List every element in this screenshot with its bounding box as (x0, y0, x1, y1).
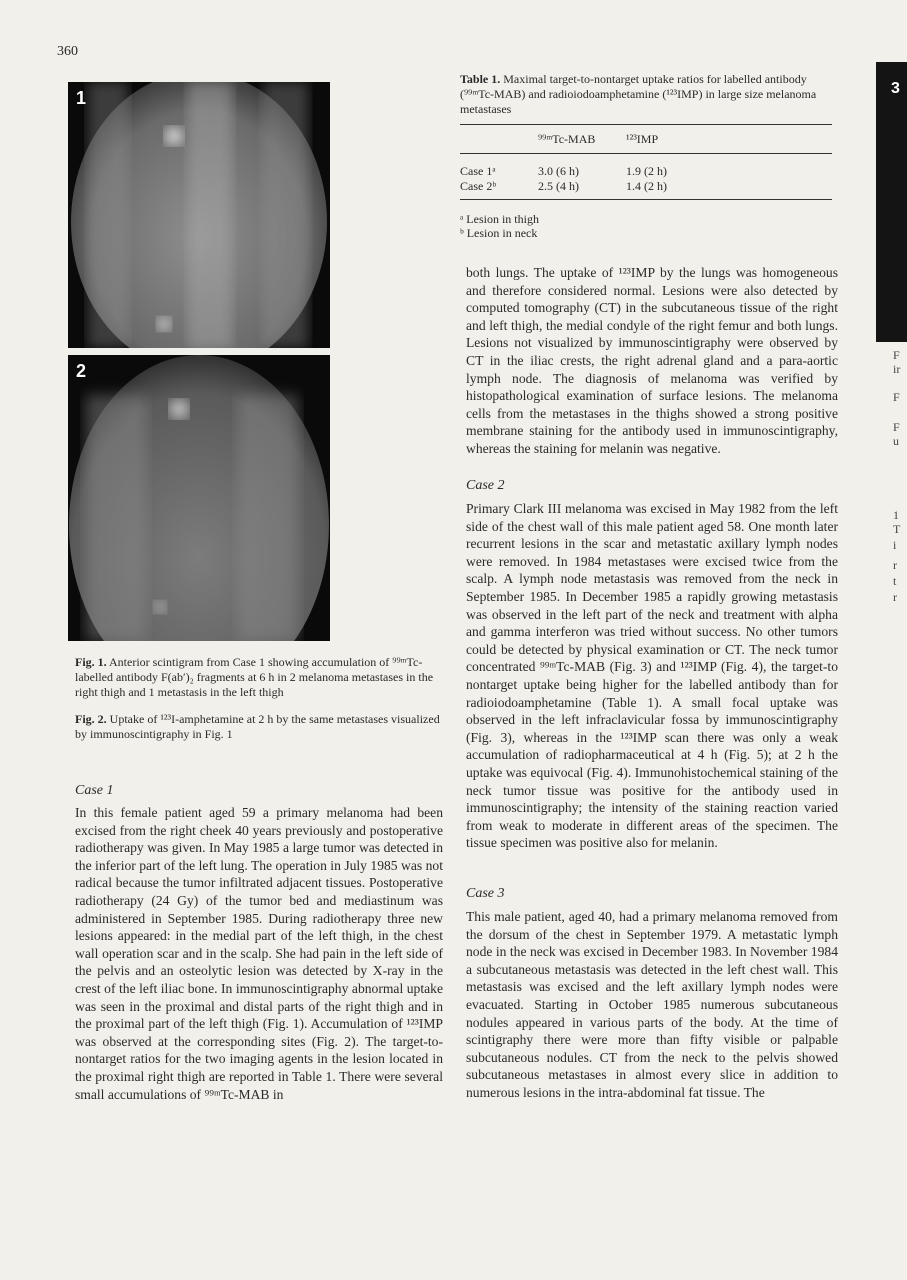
table-header-cell: ⁹⁹ᵐTc-MAB (538, 132, 596, 146)
table-header-cell: ¹²³IMP (626, 132, 659, 146)
case-3-body (466, 908, 838, 1102)
table-header-row (460, 132, 832, 147)
table-1-caption-text: Maximal target-to-nontarget uptake ratios for labelled antibody (⁹⁹ᵐTc-MAB) and radioiodoamphetamine (¹²³IMP) in large size melanoma metastases (460, 72, 817, 116)
table-1-caption-title: Table 1. (460, 72, 501, 86)
figure-1-label: 1 (76, 88, 87, 108)
table-row (460, 164, 832, 179)
case-1-continued-paragraph: both lungs. The uptake of ¹²³IMP by the lungs was homogeneous and therefore considered normal. Lesions were also detected by computed tomography (CT) in the subcutaneous tissue of the right and left thigh, the medial condyle of the right femur and both lungs. Lesions not visualized by immunoscintigraphy were observed by CT in the iliac crests, the right adrenal gland and a para-aortic lymph node. The diagnosis of melanoma was verified by histopathological examination of surface lesions. The melanoma cells from the metastases in the thighs showed a strong positive membrane staining for the antibody used in immunoscintigraphy, whereas the staining for melanin was negative. (466, 265, 838, 456)
table-footnote: ᵇ Lesion in neck (460, 226, 538, 240)
figure-1-scintigram (68, 82, 330, 348)
facing-page-text-fragment: r (893, 590, 897, 604)
facing-page-text-fragment: i (893, 538, 897, 552)
case-2-body (466, 500, 838, 852)
facing-figure-3-label: 3 (891, 80, 900, 97)
facing-page-text-fragment: 1 (893, 508, 899, 522)
table-footnotes (460, 212, 832, 240)
table-header-cell (460, 132, 538, 147)
figure-2-scintigram (68, 355, 330, 641)
scintigram-image-2 (68, 355, 330, 641)
facing-page-text-fragment: T (893, 522, 901, 536)
table-cell: 3.0 (6 h) (538, 164, 579, 178)
table-cell: 1.9 (2 h) (626, 164, 667, 178)
figure-2-caption-title: Fig. 2. (75, 712, 107, 726)
table-1 (460, 72, 832, 240)
case-1-continued-body (466, 264, 838, 458)
figure-1-caption-title: Fig. 1. (75, 655, 107, 669)
table-cell: 1.4 (2 h) (626, 179, 667, 193)
table-row (460, 179, 832, 194)
facing-page-text-fragment: F (893, 420, 900, 434)
figure-2-caption (75, 712, 445, 742)
table-footnote: ᵃ Lesion in thigh (460, 212, 539, 226)
figure-1-caption (75, 655, 445, 700)
case-2-heading: Case 2 (466, 478, 505, 493)
scintigram-image-1 (68, 82, 330, 348)
case-1-paragraph: In this female patient aged 59 a primary melanoma had been excised from the right cheek 40 years previously and postoperative radiotherapy was given. In May 1985 a large tumor was detected in the inferior part of the left lung. The operation in July 1985 was not radical because the tumor infiltrated adjacent tissues. Postoperative radiotherapy (24 Gy) of the tumor bed and mediastinum was administered in September 1985. During radiotherapy three new lesions appeared: in the medial part of the left thigh, in the chest wall operation scar and in the scalp. She had pain in the left side of the pelvis and an osteolytic lesion was detected by X-ray in the crest of the left iliac bone. In immunoscintigraphy abnormal uptake was seen in the proximal and distal parts of the right thigh and in the proximal part of the left thigh (Fig. 1). Accumulation of ¹²³IMP was observed at the corresponding sites (Fig. 2). The target-to-nontarget ratios for the two imaging agents in the lesion located in the proximal right thigh are reported in Table 1. There were several small accumulations of ⁹⁹ᵐTc-MAB in (75, 805, 443, 1102)
figure-2-label: 2 (76, 361, 87, 381)
facing-page-text-fragment: u (893, 434, 899, 448)
table-cell: Case 2ᵇ (460, 179, 497, 193)
table-cell: 2.5 (4 h) (538, 179, 579, 193)
figure-1-caption-text: Anterior scintigram from Case 1 showing accumulation of ⁹⁹ᵐTc-labelled antibody F(ab′)₂ fragments at 6 h in 2 melanoma metastases in the right thigh and 1 metastasis in the left thigh (75, 655, 434, 699)
facing-page-text-fragment: t (893, 574, 897, 588)
figure-2-caption-text: Uptake of ¹²³I-amphetamine at 2 h by the same metastases visualized by immunoscintigraphy in Fig. 1 (75, 712, 440, 741)
case-3-paragraph: This male patient, aged 40, had a primary melanoma removed from the dorsum of the chest in September 1979. A metastatic lymph node in the neck was excised in December 1983. In November 1984 a subcutaneous metastasis was detected in the left chest wall. This metastasis was excised and the left axillary lymph nodes were evacuated. Starting in October 1985 numerous subcutaneous nodules appeared in various parts of the body. At the time of scintigraphy there were more than fifty visible or palpable subcutaneous nodules. CT from the neck to the pelvis showed subcutaneous metastases in almost every slice in addition to numerous lesions in the intra-abdominal fat tissue. The (466, 909, 838, 1100)
facing-page-figure-edge (876, 62, 907, 342)
table-1-caption (460, 72, 832, 117)
case-2-paragraph: Primary Clark III melanoma was excised in May 1982 from the left side of the chest wall of this male patient aged 58. One month later recurrent lesions in the scar and metastatic axillary lymph nodes were removed. In 1984 metastases were excised twice from the scalp. A lymph node metastasis was removed from the neck in September 1985. In December 1985 a rapidly growing metastasis was observed in the left part of the neck and treatment with alpha and gamma interferon was tried without success. No other tumors could be detected by physical examination or CT. The neck tumor concentrated ⁹⁹ᵐTc-MAB (Fig. 3) and ¹²³IMP (Fig. 4), the target-to nontarget uptake being higher for the labelled antibody than for radioiodoamphetamine (Table 1). A small focal uptake was observed in the left infraclavicular fossa by immunoscintigraphy (Fig. 3), whereas in the ¹²³IMP scan there was only a weak accumulation of radiopharmaceutical at 4 h (Fig. 5); at 2 h the uptake was equivocal (Fig. 4). Immunohistochemical staining of the neck tumor tissue was positive for the antibody used in immunoscintigraphy; the intensity of the staining reaction varied from weak to moderate in different areas of the specimen. The tissue specimen was positive also for melanin. (466, 501, 838, 851)
facing-page-text-fragment: ir (893, 362, 901, 376)
facing-page-text-fragment: r (893, 558, 897, 572)
facing-page-text-fragment: F (893, 390, 900, 404)
case-1-heading: Case 1 (75, 783, 114, 798)
facing-page-text-fragment: F (893, 348, 900, 362)
case-3-heading: Case 3 (466, 886, 505, 901)
page-number: 360 (57, 44, 78, 59)
case-1-body (75, 804, 443, 1103)
table-cell: Case 1ᵃ (460, 164, 496, 178)
